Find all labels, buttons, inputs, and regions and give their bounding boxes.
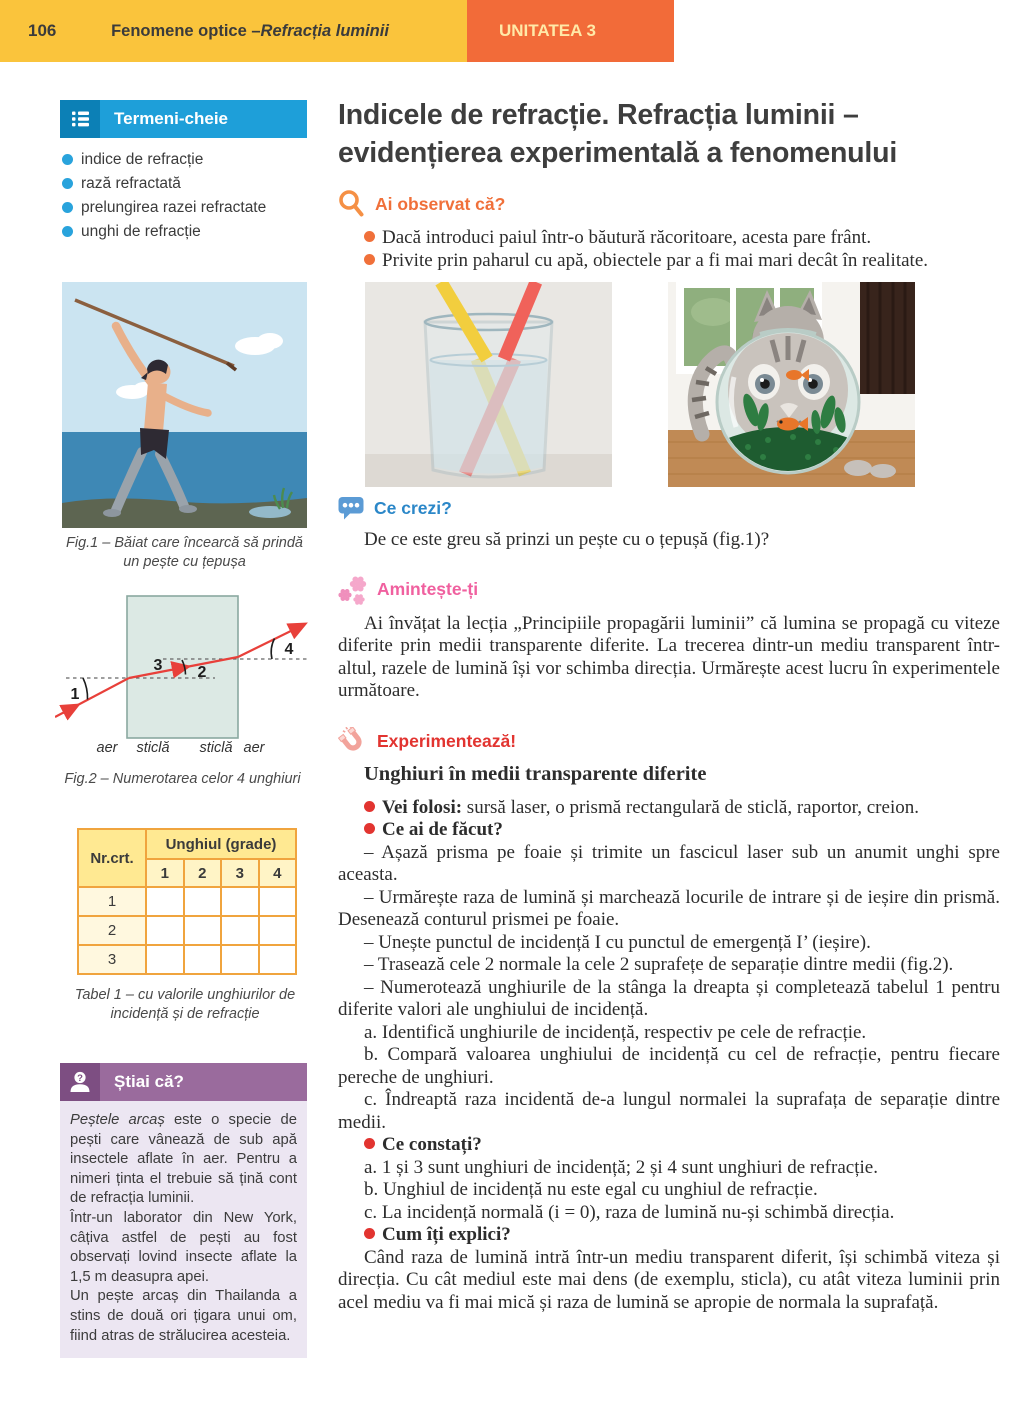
- medium-label-air-right: aer: [243, 740, 265, 756]
- empty-cell: [184, 945, 222, 974]
- page-number: 106: [28, 21, 57, 40]
- experiment-step: – Unește punctul de incidență I cu punctul de emergență I’ (ieșire).: [364, 931, 871, 953]
- unit-badge: [467, 0, 674, 62]
- list-item: indice de refracție: [62, 152, 312, 168]
- did-you-know-title: Știai că?: [114, 1072, 184, 1091]
- section-heading: Amintește-ți: [377, 578, 479, 599]
- empty-cell: [259, 887, 297, 916]
- observation: c. La incidență normală (i = 0), raza de lumină nu-și schimbă direcția.: [364, 1201, 895, 1223]
- bullet-icon: [364, 823, 375, 834]
- did-you-know-body: [60, 1101, 307, 1358]
- angle-2-label: 2: [197, 664, 207, 681]
- section-heading: Ce crezi?: [374, 498, 452, 518]
- svg-text:?: ?: [77, 1072, 83, 1084]
- empty-cell: [184, 887, 222, 916]
- remember-paragraph: Ai învățat la lecția „Principiile propagării luminii” că lumina se propagă cu viteze diferite prin medii transparente diferite. La trecerea dintr-un mediu transparent într-altul, razele de lumină își vor schimba direcția. Urmărește acest lucru în experimentele următoare.: [338, 612, 1000, 701]
- experiment-step: – Așază prisma pe foaie și trimite un fascicul laser sub un anumit unghi spre aceasta.: [338, 841, 1000, 885]
- bullet-icon: [364, 1138, 375, 1149]
- know-paragraph: Peștele arcaș este o specie de pești care vânează de sub apă insectele aflate în aer. Pentru a nimeri ținta el trebuie să țină cont de refracția luminii.: [70, 1112, 297, 1207]
- angle-3-label: 3: [153, 657, 163, 674]
- empty-cell: [221, 945, 259, 974]
- main-column: [338, 96, 1000, 1314]
- know-paragraph: Un pește arcaș din Thailanda a stins de două ori țigara unui om, fiind atras de strălucirea acesteia.: [70, 1288, 297, 1344]
- experiment-step: – Urmărește raza de lumină și marchează locurile de intrare și de ieșire din prismă. Desenează conturul prismei pe foaie.: [338, 886, 1000, 930]
- section-think: [338, 496, 1000, 521]
- chapter-title: Fenomene optice – Refracția luminii: [111, 21, 389, 40]
- magnet-icon: [338, 727, 368, 757]
- explain-line: Cum îți explici?: [338, 1224, 1000, 1247]
- speech-bubble-icon: [338, 496, 365, 521]
- bullet-icon: [62, 154, 73, 165]
- table-col-header: 3: [221, 859, 259, 887]
- empty-cell: [259, 945, 297, 974]
- empty-cell: [146, 945, 184, 974]
- know-paragraph: Într-un laborator din New York, câțiva astfel de pești au fost observați lovind insecte aflate la 1,5 m deasupra apei.: [70, 1209, 297, 1285]
- table-col-header: 1: [146, 859, 184, 887]
- observation: b. Unghiul de incidență nu este egal cu unghiul de refracție.: [364, 1179, 818, 1200]
- empty-cell: [146, 916, 184, 945]
- list-item: unghi de refracție: [62, 224, 312, 240]
- fig2-caption: Fig.2 – Numerotarea celor 4 unghiuri: [64, 771, 301, 787]
- flowers-icon: [338, 574, 368, 605]
- think-question: De ce este greu să prinzi un pește cu o țepușă (fig.1)?: [364, 529, 770, 550]
- did-you-know-header: [60, 1063, 307, 1101]
- table-group-header: Unghiul (grade): [146, 829, 296, 859]
- angle-4-label: 4: [284, 641, 294, 658]
- observed-bullet-1: Dacă introduci paiul într-o băutură răcoritoare, acesta pare frânt.: [338, 227, 1000, 250]
- bullet-icon: [62, 178, 73, 189]
- unit-label: UNITATEA 3: [499, 21, 596, 40]
- empty-cell: [259, 916, 297, 945]
- empty-cell: [221, 916, 259, 945]
- row-label: 1: [78, 887, 146, 916]
- todo-line: Ce ai de făcut?: [338, 819, 1000, 842]
- lesson-title: Indicele de refracție. Refracția luminii – evidențierea experimentală a fenomenului: [338, 99, 898, 169]
- key-terms-title: Termeni-cheie: [114, 109, 229, 128]
- medium-label-air-left: aer: [96, 740, 118, 756]
- bullet-icon: [62, 202, 73, 213]
- experiment-step: c. Îndreaptă raza incidentă de-a lungul normalei la suprafața de separație dintre medii.: [338, 1089, 1000, 1133]
- table-col-header: 4: [259, 859, 297, 887]
- fig1-caption: Fig.1 – Băiat care încearcă să prindă un pește cu țepușa: [66, 535, 303, 570]
- person-question-icon: [60, 1063, 100, 1101]
- bullet-icon: [364, 801, 375, 812]
- bullet-icon: [364, 231, 375, 242]
- list-icon: [60, 100, 100, 138]
- table-corner-header: Nr.crt.: [78, 829, 146, 887]
- table-col-header: 2: [184, 859, 222, 887]
- fig2-refraction-diagram: [55, 580, 310, 765]
- table-row: [78, 887, 296, 916]
- medium-label-glass-right: sticlă: [199, 740, 233, 756]
- key-terms-header: [60, 100, 307, 138]
- experiment-subtitle: Unghiuri în medii transparente diferite: [364, 762, 707, 785]
- observation: a. 1 și 3 sunt unghiuri de incidență; 2 și 4 sunt unghiuri de refracție.: [364, 1156, 878, 1178]
- experiment-step: – Trasează cele 2 normale la cele 2 suprafețe de separație dintre medii (fig.2).: [364, 954, 954, 975]
- list-item: rază refractată: [62, 176, 312, 192]
- experiment-step: b. Compară valoarea unghiului de incidență cu cel de refracție, pentru fiecare pereche de unghiuri.: [338, 1044, 1000, 1088]
- angles-table: [77, 828, 297, 975]
- bullet-icon: [62, 226, 73, 237]
- key-terms-list: [62, 152, 312, 248]
- fig1-spearfishing-illustration: [62, 282, 307, 528]
- photo-row: [365, 282, 1000, 487]
- experiment-step: – Numerotează unghiurile de la stânga la dreapta și completează tabelul 1 pentru diferite valori ale unghiului de incidență.: [338, 976, 1000, 1020]
- angle-1-label: 1: [70, 686, 80, 703]
- section-experiment: [338, 727, 1000, 757]
- photo-cat-fishbowl: [668, 282, 915, 487]
- magnifier-icon: [338, 189, 366, 219]
- row-label: 3: [78, 945, 146, 974]
- section-observed: [338, 189, 1000, 219]
- experiment-step: a. Identifică unghiurile de incidență, respectiv pe cele de refracție.: [364, 1021, 867, 1043]
- empty-cell: [184, 916, 222, 945]
- explain-paragraph: Când raza de lumină intră într-un mediu transparent diferit, își schimbă viteza și direcția. Cu cât mediul este mai dens (de exemplu, sticla), cu atât viteza luminii prin acel mediu va fi mai mică și raza de lumină se apropie de normala la suprafață.: [338, 1246, 1000, 1313]
- section-remember: [338, 574, 1000, 605]
- observe-line: Ce constați?: [338, 1134, 1000, 1157]
- photo-straws-in-glass: [365, 282, 612, 487]
- table-row: [78, 916, 296, 945]
- medium-label-glass-left: sticlă: [136, 740, 170, 756]
- table1-caption: Tabel 1 – cu valorile unghiurilor de incidență și de refracție: [74, 987, 296, 1022]
- empty-cell: [221, 887, 259, 916]
- row-label: 2: [78, 916, 146, 945]
- list-item: prelungirea razei refractate: [62, 200, 312, 216]
- bullet-icon: [364, 254, 375, 265]
- materials-line: Vei folosi: sursă laser, o prismă rectangulară de sticlă, raportor, creion.: [338, 797, 1000, 820]
- table-row: [78, 945, 296, 974]
- empty-cell: [146, 887, 184, 916]
- section-heading: Ai observat că?: [375, 193, 506, 214]
- bullet-icon: [364, 1228, 375, 1239]
- section-heading: Experimentează!: [377, 731, 517, 751]
- observed-bullet-2: Privite prin paharul cu apă, obiectele par a fi mai mari decât în realitate.: [338, 250, 1000, 273]
